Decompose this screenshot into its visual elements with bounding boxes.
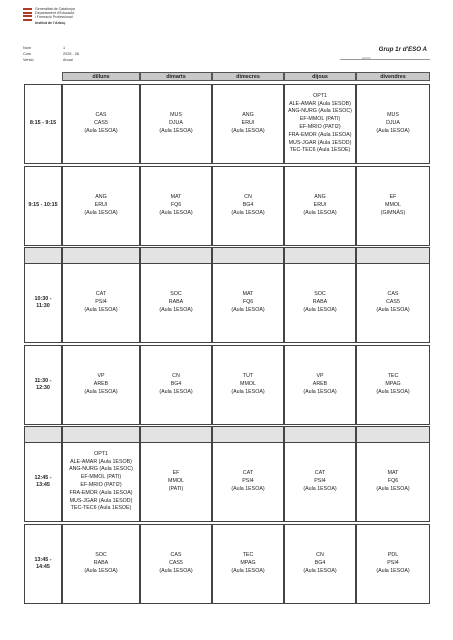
- lesson-line: TUT: [242, 373, 254, 380]
- break-cell: [24, 247, 62, 264]
- lesson-cell: [284, 442, 356, 522]
- lesson-cell: [212, 442, 284, 522]
- lesson-cell: [62, 263, 140, 343]
- lesson-line: PSI4: [242, 478, 254, 485]
- generalitat-emblem-icon: [23, 8, 32, 20]
- lesson-line: TEC: [242, 552, 254, 559]
- time-slot: 12:45 - 13:45: [24, 442, 62, 522]
- lesson-line: AREB: [312, 381, 328, 388]
- lesson-line: OPT1: [313, 92, 327, 99]
- lesson-line: EF-MMOL (PATI): [299, 116, 341, 123]
- lesson-cell: [284, 166, 356, 246]
- lesson-cell: [356, 442, 430, 522]
- lesson-line: CN: [316, 552, 324, 559]
- lesson-line: (Aula 1ESOA): [231, 485, 265, 492]
- lesson-line: TEC-TEC6 (Aula 1ESOE): [70, 505, 132, 512]
- meta-row: [23, 52, 80, 56]
- lesson-cell: [356, 263, 430, 343]
- lesson-line: ANG: [314, 194, 326, 201]
- lesson-line: (Aula 1ESOA): [303, 388, 337, 395]
- lesson-line: RABA: [93, 560, 109, 567]
- lesson-line: ANG: [242, 112, 254, 119]
- lesson-cell: [212, 166, 284, 246]
- school-name: Institut de l'Arboç: [35, 20, 66, 25]
- meta-value: Anual: [63, 58, 73, 62]
- break-cell: [212, 247, 284, 264]
- group-title: Grup 1r d'ESO A: [378, 46, 427, 53]
- institution-line: Generalitat de Catalunya: [35, 7, 75, 11]
- lesson-cell: [62, 442, 140, 522]
- lesson-line: (Aula 1ESOA): [159, 306, 193, 313]
- time-slot: 10:30 - 11:30: [24, 263, 62, 343]
- lesson-line: MAT: [387, 470, 399, 477]
- lesson-line: MAT: [170, 194, 182, 201]
- time-slot: 8:15 - 9:15: [24, 84, 62, 164]
- lesson-line: CAS5: [169, 560, 183, 567]
- lesson-line: AREB: [93, 381, 109, 388]
- lesson-line: (Aula 1ESOA): [376, 388, 410, 395]
- lesson-line: (Aula 1ESOA): [231, 306, 265, 313]
- lesson-line: DJUA: [169, 120, 183, 127]
- day-header: divendres: [356, 72, 430, 81]
- lesson-line: CAS: [387, 291, 399, 298]
- lesson-line: CN: [244, 194, 252, 201]
- lesson-line: (Aula 1ESOA): [84, 388, 118, 395]
- lesson-line: CN: [172, 373, 180, 380]
- break-cell: [356, 426, 430, 443]
- lesson-line: CAT: [314, 470, 326, 477]
- meta-label: Nom: [23, 46, 32, 50]
- break-cell: [140, 426, 212, 443]
- day-header: dilluns: [62, 72, 140, 81]
- lesson-line: MPAG: [385, 381, 401, 388]
- time-slot: 11:30 - 12:30: [24, 345, 62, 425]
- lesson-line: (Aula 1ESOA): [231, 567, 265, 574]
- lesson-cell: [284, 524, 356, 604]
- break-cell: [284, 426, 356, 443]
- lesson-line: (Aula 1ESOA): [376, 127, 410, 134]
- lesson-line: BG4: [170, 381, 182, 388]
- lesson-cell: [62, 524, 140, 604]
- lesson-cell: [356, 345, 430, 425]
- divider: [340, 59, 430, 60]
- lesson-line: (Aula 1ESOA): [159, 209, 193, 216]
- lesson-line: (Aula 1ESOA): [159, 567, 193, 574]
- lesson-line: OPT1: [94, 450, 108, 457]
- lesson-line: ALE-AMAR (Aula 1ESOB): [289, 100, 351, 107]
- lesson-cell: [356, 166, 430, 246]
- lesson-line: (Aula 1ESOA): [84, 209, 118, 216]
- lesson-line: PSI4: [314, 478, 326, 485]
- lesson-line: (Aula 1ESOA): [303, 306, 337, 313]
- institution-line: i Formació Professional: [35, 15, 73, 20]
- lesson-line: (Aula 1ESOA): [84, 567, 118, 574]
- break-cell: [62, 247, 140, 264]
- lesson-cell: [356, 524, 430, 604]
- lesson-line: MAT: [242, 291, 254, 298]
- lesson-cell: [140, 166, 212, 246]
- lesson-line: EF: [172, 470, 180, 477]
- lesson-line: MUS: [387, 112, 399, 119]
- lesson-line: (Aula 1ESOA): [376, 567, 410, 574]
- lesson-line: ANG: [95, 194, 107, 201]
- lesson-line: ERUI: [94, 202, 108, 209]
- lesson-line: CAS: [95, 112, 107, 119]
- lesson-line: TEC: [387, 373, 399, 380]
- lesson-cell: [356, 84, 430, 164]
- lesson-line: FQ6: [387, 478, 399, 485]
- lesson-cell: [62, 84, 140, 164]
- day-header: dimecres: [212, 72, 284, 81]
- lesson-cell: [140, 524, 212, 604]
- time-slot: 13:45 - 14:45: [24, 524, 62, 604]
- lesson-line: (Aula 1ESOA): [376, 485, 410, 492]
- day-header: dijous: [284, 72, 356, 81]
- lesson-cell: [62, 345, 140, 425]
- lesson-line: EF: [389, 194, 397, 201]
- break-cell: [356, 247, 430, 264]
- lesson-line: CAS: [170, 552, 182, 559]
- lesson-line: ANG-NURG (Aula 1ESOC): [288, 108, 352, 115]
- lesson-line: MUS: [170, 112, 182, 119]
- meta-row: [23, 58, 73, 62]
- lesson-line: FQ6: [170, 202, 182, 209]
- meta-label: Versió: [23, 58, 34, 62]
- meta-value: 2025 - 26: [63, 52, 80, 56]
- lesson-line: PSI4: [95, 299, 107, 306]
- lesson-line: RABA: [312, 299, 328, 306]
- lesson-cell: [212, 84, 284, 164]
- time-slot: 9:15 - 10:15: [24, 166, 62, 246]
- day-header: dimarts: [140, 72, 212, 81]
- lesson-line: VP: [316, 373, 324, 380]
- lesson-line: ALE-AMAR (Aula 1ESOB): [70, 458, 132, 465]
- lesson-line: (Aula 1ESOA): [159, 127, 193, 134]
- lesson-line: TEC-TEC6 (Aula 1ESOE): [289, 147, 351, 154]
- lesson-line: EF-MMOL (PATI): [80, 474, 122, 481]
- lesson-line: VP: [97, 373, 105, 380]
- lesson-line: ERUI: [313, 202, 327, 209]
- institution-line: Departament d'Educació: [35, 11, 75, 16]
- meta-row: [23, 46, 66, 50]
- lesson-line: FRA-EMOR (Aula 1ESOA): [288, 131, 352, 138]
- lesson-line: MMOL: [168, 478, 184, 485]
- lesson-line: (Aula 1ESOA): [231, 209, 265, 216]
- lesson-line: MMOL: [240, 381, 256, 388]
- lesson-line: BG4: [242, 202, 254, 209]
- break-cell: [212, 426, 284, 443]
- lesson-line: (GIMNÀS): [380, 209, 406, 216]
- lesson-line: (Aula 1ESOA): [159, 388, 193, 395]
- lesson-cell: [284, 345, 356, 425]
- break-cell: [284, 247, 356, 264]
- lesson-cell: [140, 263, 212, 343]
- lesson-line: EF-MRIO (PATI2): [80, 482, 122, 488]
- break-cell: [24, 426, 62, 443]
- lesson-line: PSI4: [387, 560, 399, 567]
- lesson-line: (Aula 1ESOA): [231, 127, 265, 134]
- lesson-line: MUS-JGAR (Aula 1ESOD): [69, 497, 133, 504]
- lesson-line: (Aula 1ESOA): [84, 127, 118, 134]
- lesson-cell: [140, 442, 212, 522]
- institution-logo: [23, 7, 133, 33]
- break-cell: [62, 426, 140, 443]
- group-note: 1ESOA: [362, 57, 371, 60]
- meta-label: Curs: [23, 52, 32, 56]
- lesson-line: FRA-EMOR (Aula 1ESOA): [69, 489, 133, 496]
- break-cell: [140, 247, 212, 264]
- lesson-line: PDL: [387, 552, 399, 559]
- lesson-line: DJUA: [386, 120, 400, 127]
- lesson-line: MPAG: [240, 560, 256, 567]
- lesson-cell: [140, 84, 212, 164]
- lesson-line: CAS5: [94, 120, 108, 127]
- lesson-line: RABA: [168, 299, 184, 306]
- lesson-line: ANG-NURG (Aula 1ESOC): [69, 466, 133, 473]
- lesson-line: CAS5: [386, 299, 400, 306]
- lesson-line: ERUI: [241, 120, 255, 127]
- lesson-line: BG4: [314, 560, 326, 567]
- lesson-line: FQ6: [242, 299, 254, 306]
- lesson-line: (Aula 1ESOA): [231, 388, 265, 395]
- lesson-line: (Aula 1ESOA): [84, 306, 118, 313]
- lesson-line: SOC: [170, 291, 182, 298]
- lesson-line: (Aula 1ESOA): [303, 567, 337, 574]
- lesson-line: CAT: [242, 470, 254, 477]
- lesson-cell: [62, 166, 140, 246]
- lesson-cell: [212, 345, 284, 425]
- lesson-line: (Aula 1ESOA): [303, 485, 337, 492]
- lesson-line: (Aula 1ESOA): [376, 306, 410, 313]
- lesson-line: SOC: [95, 552, 107, 559]
- lesson-cell: [212, 263, 284, 343]
- meta-value: 1: [63, 46, 66, 50]
- lesson-line: (PATI): [168, 485, 184, 492]
- lesson-line: EF-MRIO (PATI2): [299, 124, 341, 130]
- lesson-cell: [284, 263, 356, 343]
- lesson-cell: [212, 524, 284, 604]
- lesson-line: CAT: [95, 291, 107, 298]
- lesson-line: SOC: [314, 291, 326, 298]
- lesson-line: MUS-JGAR (Aula 1ESOD): [288, 139, 352, 146]
- lesson-line: MMOL: [385, 202, 401, 209]
- lesson-cell: [140, 345, 212, 425]
- lesson-cell: [284, 84, 356, 164]
- lesson-line: (Aula 1ESOA): [303, 209, 337, 216]
